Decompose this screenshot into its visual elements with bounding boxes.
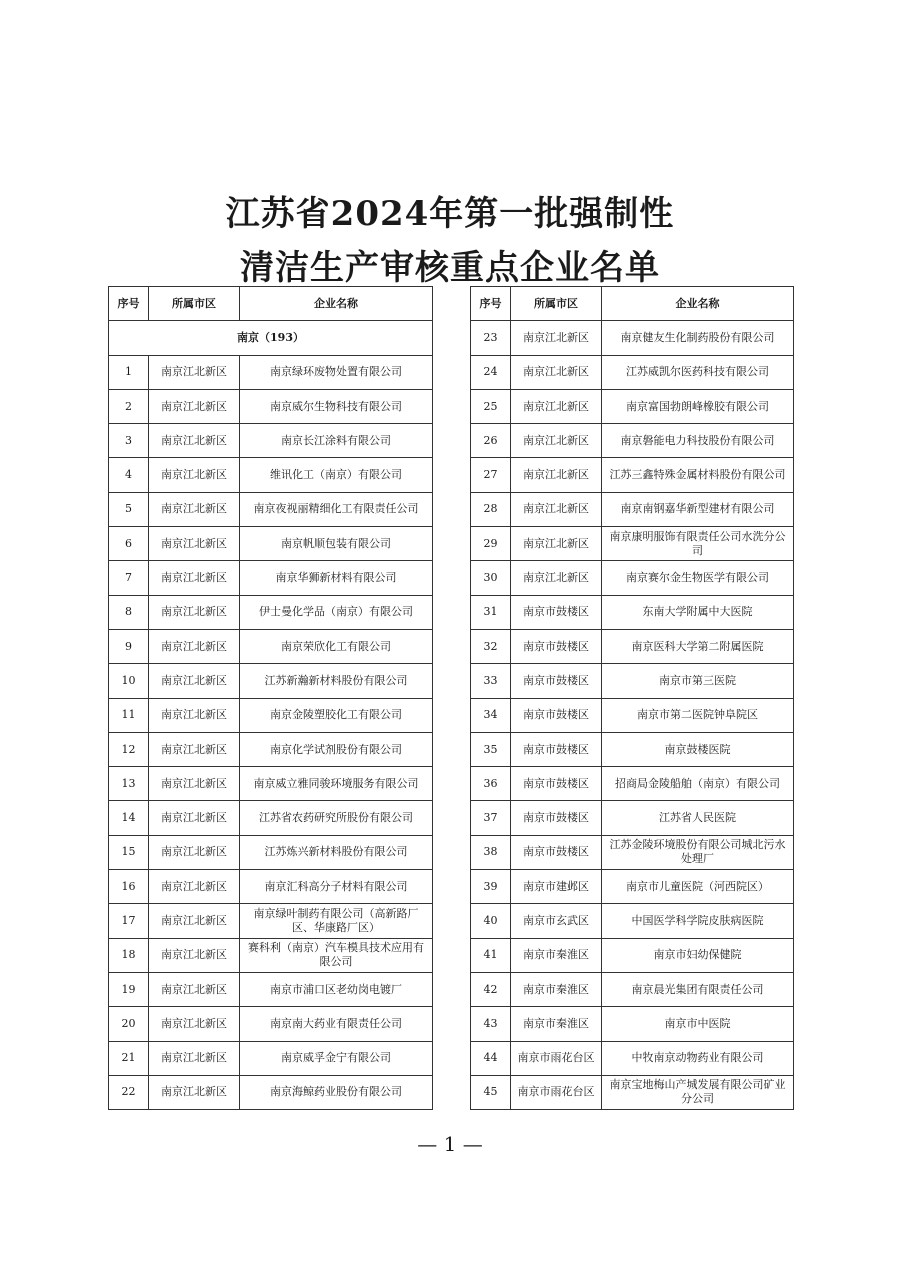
row-seq: 30 [471, 561, 511, 595]
row-seq: 26 [471, 424, 511, 458]
row-district: 南京市鼓楼区 [511, 767, 602, 801]
row-district: 南京江北新区 [149, 767, 240, 801]
table-row [471, 595, 794, 629]
row-company: 中国医学科学院皮肤病医院 [602, 904, 794, 938]
row-district: 南京江北新区 [149, 732, 240, 766]
row-seq: 24 [471, 355, 511, 389]
row-district: 南京江北新区 [149, 870, 240, 904]
row-district: 南京市秦淮区 [511, 972, 602, 1006]
table-row [109, 389, 433, 423]
row-seq: 14 [109, 801, 149, 835]
row-company: 江苏省人民医院 [602, 801, 794, 835]
row-company: 南京夜视丽精细化工有限责任公司 [240, 492, 433, 526]
row-seq: 10 [109, 664, 149, 698]
row-company: 南京威立雅同骏环境服务有限公司 [240, 767, 433, 801]
row-company: 南京威尔生物科技有限公司 [240, 389, 433, 423]
row-seq: 21 [109, 1041, 149, 1075]
header-company: 企业名称 [602, 287, 794, 321]
row-district: 南京江北新区 [149, 1007, 240, 1041]
header-district: 所属市区 [149, 287, 240, 321]
table-row [109, 904, 433, 938]
row-district: 南京江北新区 [149, 355, 240, 389]
row-seq: 7 [109, 561, 149, 595]
table-row [471, 732, 794, 766]
row-seq: 33 [471, 664, 511, 698]
row-district: 南京江北新区 [149, 904, 240, 938]
row-company: 江苏威凯尔医药科技有限公司 [602, 355, 794, 389]
row-seq: 32 [471, 629, 511, 663]
row-company: 南京赛尔金生物医学有限公司 [602, 561, 794, 595]
row-company: 南京汇科高分子材料有限公司 [240, 870, 433, 904]
row-seq: 9 [109, 629, 149, 663]
row-seq: 4 [109, 458, 149, 492]
row-district: 南京市鼓楼区 [511, 698, 602, 732]
left-company-table [108, 286, 433, 1110]
header-district: 所属市区 [511, 287, 602, 321]
row-district: 南京市鼓楼区 [511, 732, 602, 766]
page-number [0, 1132, 900, 1156]
row-seq: 36 [471, 767, 511, 801]
row-company: 南京南钢嘉华新型建材有限公司 [602, 492, 794, 526]
row-district: 南京江北新区 [149, 698, 240, 732]
row-company: 南京医科大学第二附属医院 [602, 629, 794, 663]
row-district: 南京市秦淮区 [511, 938, 602, 972]
row-district: 南京江北新区 [149, 972, 240, 1006]
table-row [471, 904, 794, 938]
row-seq: 16 [109, 870, 149, 904]
row-district: 南京市鼓楼区 [511, 835, 602, 869]
right-company-table [470, 286, 794, 1110]
row-district: 南京市玄武区 [511, 904, 602, 938]
row-district: 南京市鼓楼区 [511, 801, 602, 835]
table-row [471, 321, 794, 355]
row-company: 南京帆顺包装有限公司 [240, 527, 433, 561]
row-company: 中牧南京动物药业有限公司 [602, 1041, 794, 1075]
row-seq: 25 [471, 389, 511, 423]
row-district: 南京江北新区 [149, 424, 240, 458]
row-seq: 1 [109, 355, 149, 389]
row-company: 南京磐能电力科技股份有限公司 [602, 424, 794, 458]
row-district: 南京江北新区 [511, 492, 602, 526]
row-seq: 22 [109, 1075, 149, 1109]
table-row [109, 1075, 433, 1109]
table-row [471, 870, 794, 904]
row-district: 南京江北新区 [511, 458, 602, 492]
document-title-line1: 江苏省2024年第一批强制性 [225, 194, 675, 234]
row-seq: 34 [471, 698, 511, 732]
row-district: 南京市鼓楼区 [511, 629, 602, 663]
row-company: 南京海鲸药业股份有限公司 [240, 1075, 433, 1109]
table-row [471, 767, 794, 801]
table-row [471, 492, 794, 526]
row-company: 南京长江涂料有限公司 [240, 424, 433, 458]
row-seq: 31 [471, 595, 511, 629]
table-row [109, 870, 433, 904]
row-company: 南京康明服饰有限责任公司水洗分公司 [602, 527, 794, 561]
row-district: 南京江北新区 [149, 1075, 240, 1109]
table-row [471, 698, 794, 732]
row-district: 南京江北新区 [149, 664, 240, 698]
row-seq: 41 [471, 938, 511, 972]
row-district: 南京江北新区 [149, 389, 240, 423]
table-row [471, 1075, 794, 1109]
row-seq: 18 [109, 938, 149, 972]
row-company: 江苏新瀚新材料股份有限公司 [240, 664, 433, 698]
row-seq: 11 [109, 698, 149, 732]
table-row [109, 938, 433, 972]
row-seq: 37 [471, 801, 511, 835]
row-district: 南京市建邺区 [511, 870, 602, 904]
header-company: 企业名称 [240, 287, 433, 321]
row-district: 南京市鼓楼区 [511, 595, 602, 629]
row-seq: 28 [471, 492, 511, 526]
table-row [471, 424, 794, 458]
table-row [109, 732, 433, 766]
row-company: 南京鼓楼医院 [602, 732, 794, 766]
table-row [109, 561, 433, 595]
row-company: 南京市第三医院 [602, 664, 794, 698]
table-row [471, 527, 794, 561]
table-row [109, 664, 433, 698]
table-row [471, 1007, 794, 1041]
page-number-text: — 1 — [417, 1132, 483, 1156]
row-district: 南京江北新区 [511, 389, 602, 423]
table-row [109, 698, 433, 732]
row-district: 南京市鼓楼区 [511, 664, 602, 698]
row-company: 赛科利（南京）汽车模具技术应用有限公司 [240, 938, 433, 972]
row-company: 江苏省农药研究所股份有限公司 [240, 801, 433, 835]
row-company: 南京市儿童医院（河西院区） [602, 870, 794, 904]
region-row [109, 321, 433, 355]
table-row [471, 664, 794, 698]
table-row [471, 1041, 794, 1075]
row-seq: 42 [471, 972, 511, 1006]
table-row [471, 801, 794, 835]
row-district: 南京市秦淮区 [511, 1007, 602, 1041]
table-row [471, 629, 794, 663]
table-row [109, 629, 433, 663]
table-row [109, 835, 433, 869]
row-seq: 12 [109, 732, 149, 766]
row-seq: 45 [471, 1075, 511, 1109]
row-seq: 29 [471, 527, 511, 561]
row-seq: 5 [109, 492, 149, 526]
row-seq: 23 [471, 321, 511, 355]
row-district: 南京江北新区 [511, 561, 602, 595]
table-row [109, 527, 433, 561]
row-district: 南京江北新区 [149, 595, 240, 629]
document-title-line2: 清洁生产审核重点企业名单 [240, 248, 660, 288]
table-row [109, 1007, 433, 1041]
row-seq: 19 [109, 972, 149, 1006]
row-company: 江苏金陵环境股份有限公司城北污水处理厂 [602, 835, 794, 869]
table-header-row [109, 287, 433, 321]
row-district: 南京江北新区 [149, 492, 240, 526]
header-seq: 序号 [109, 287, 149, 321]
table-row [109, 801, 433, 835]
row-seq: 27 [471, 458, 511, 492]
row-seq: 8 [109, 595, 149, 629]
table-row [471, 561, 794, 595]
row-district: 南京江北新区 [149, 835, 240, 869]
row-company: 伊士曼化学品（南京）有限公司 [240, 595, 433, 629]
row-seq: 20 [109, 1007, 149, 1041]
row-seq: 6 [109, 527, 149, 561]
row-seq: 17 [109, 904, 149, 938]
row-district: 南京江北新区 [149, 801, 240, 835]
row-seq: 38 [471, 835, 511, 869]
row-seq: 3 [109, 424, 149, 458]
table-row [109, 458, 433, 492]
row-company: 南京金陵塑胶化工有限公司 [240, 698, 433, 732]
row-company: 南京化学试剂股份有限公司 [240, 732, 433, 766]
table-row [471, 355, 794, 389]
row-district: 南京市雨花台区 [511, 1041, 602, 1075]
row-seq: 44 [471, 1041, 511, 1075]
table-row [109, 767, 433, 801]
row-company: 南京富国勃朗峰橡胶有限公司 [602, 389, 794, 423]
row-company: 南京市中医院 [602, 1007, 794, 1041]
row-district: 南京市雨花台区 [511, 1075, 602, 1109]
row-company: 南京健友生化制药股份有限公司 [602, 321, 794, 355]
row-seq: 35 [471, 732, 511, 766]
region-label: 南京（193） [109, 321, 433, 355]
row-company: 南京绿环废物处置有限公司 [240, 355, 433, 389]
row-company: 维讯化工（南京）有限公司 [240, 458, 433, 492]
table-row [109, 1041, 433, 1075]
table-row [471, 835, 794, 869]
row-company: 南京威孚金宁有限公司 [240, 1041, 433, 1075]
row-seq: 40 [471, 904, 511, 938]
table-row [109, 595, 433, 629]
row-seq: 39 [471, 870, 511, 904]
table-row [471, 972, 794, 1006]
row-district: 南京江北新区 [149, 527, 240, 561]
row-company: 南京绿叶制药有限公司（高新路厂区、华康路厂区） [240, 904, 433, 938]
table-header-row [471, 287, 794, 321]
table-row [109, 492, 433, 526]
row-company: 东南大学附属中大医院 [602, 595, 794, 629]
table-row [109, 355, 433, 389]
row-district: 南京江北新区 [149, 458, 240, 492]
row-seq: 2 [109, 389, 149, 423]
row-district: 南京江北新区 [511, 355, 602, 389]
row-district: 南京江北新区 [149, 938, 240, 972]
row-company: 南京荣欣化工有限公司 [240, 629, 433, 663]
row-seq: 13 [109, 767, 149, 801]
row-company: 南京市浦口区老幼岗电镀厂 [240, 972, 433, 1006]
row-company: 南京晨光集团有限责任公司 [602, 972, 794, 1006]
table-row [471, 458, 794, 492]
row-company: 南京市第二医院钟阜院区 [602, 698, 794, 732]
row-district: 南京江北新区 [511, 424, 602, 458]
row-company: 南京华狮新材料有限公司 [240, 561, 433, 595]
header-seq: 序号 [471, 287, 511, 321]
row-seq: 43 [471, 1007, 511, 1041]
table-row [109, 424, 433, 458]
row-company: 南京市妇幼保健院 [602, 938, 794, 972]
table-row [109, 972, 433, 1006]
row-district: 南京江北新区 [149, 561, 240, 595]
table-row [471, 389, 794, 423]
row-company: 招商局金陵船舶（南京）有限公司 [602, 767, 794, 801]
row-company: 江苏三鑫特殊金属材料股份有限公司 [602, 458, 794, 492]
row-seq: 15 [109, 835, 149, 869]
row-company: 南京宝地梅山产城发展有限公司矿业分公司 [602, 1075, 794, 1109]
row-company: 南京南大药业有限责任公司 [240, 1007, 433, 1041]
row-district: 南京江北新区 [149, 629, 240, 663]
row-district: 南京江北新区 [511, 527, 602, 561]
row-district: 南京江北新区 [511, 321, 602, 355]
table-row [471, 938, 794, 972]
row-district: 南京江北新区 [149, 1041, 240, 1075]
row-company: 江苏炼兴新材料股份有限公司 [240, 835, 433, 869]
